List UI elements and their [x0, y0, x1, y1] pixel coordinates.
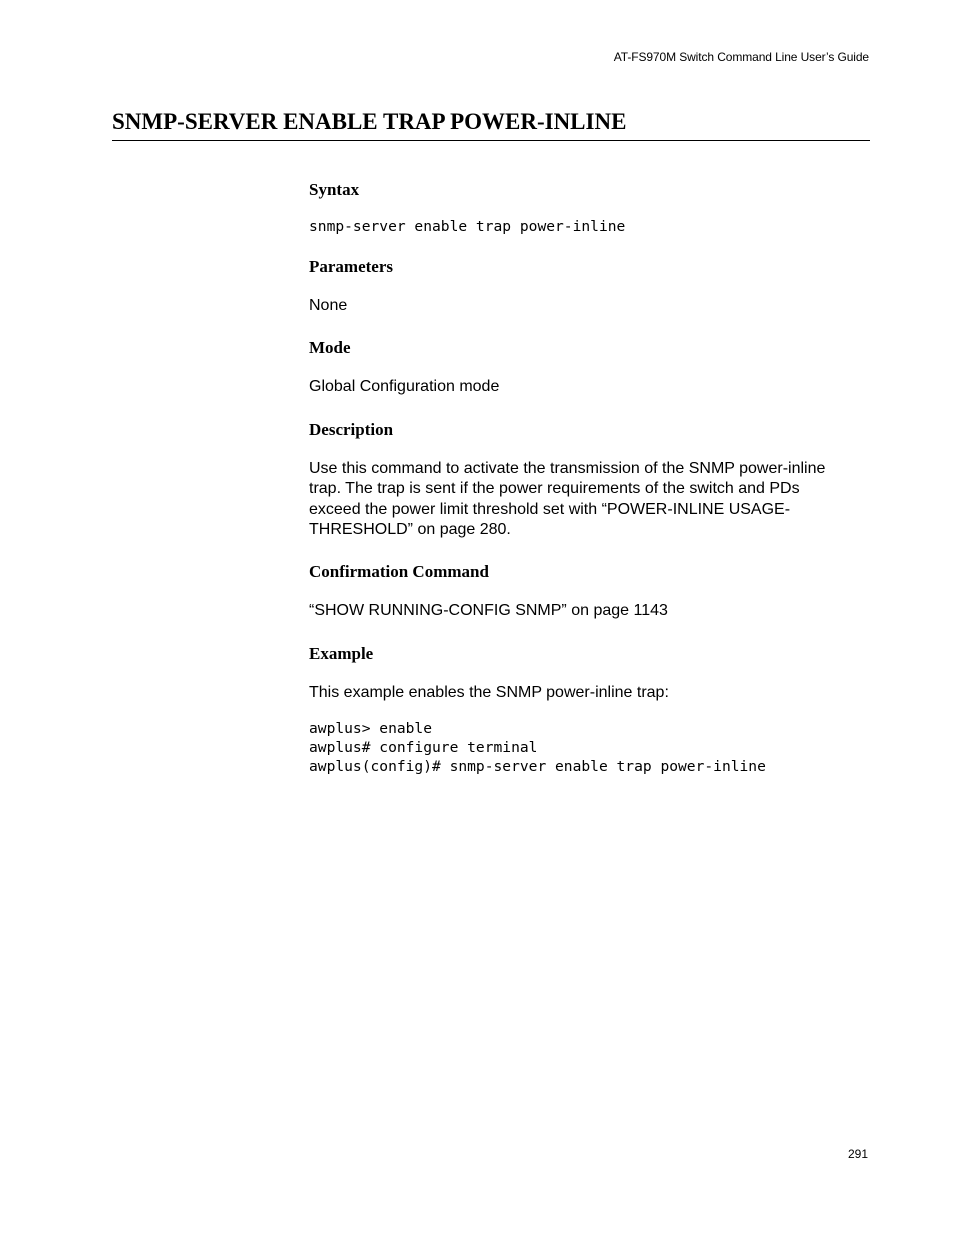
mode-text: Global Configuration mode	[309, 378, 500, 396]
description-line: Use this command to activate the transmission of the SNMP power-inline	[309, 459, 826, 477]
page-title: SNMP-SERVER ENABLE TRAP POWER-INLINE	[112, 108, 870, 141]
example-code-line: awplus# configure terminal	[309, 739, 538, 757]
description-line: exceed the power limit threshold set with “POWER-INLINE USAGE-	[309, 500, 791, 518]
running-header: AT-FS970M Switch Command Line User’s Guide	[613, 50, 869, 64]
example-heading: Example	[309, 643, 374, 663]
command-content	[309, 179, 869, 776]
parameters-heading: Parameters	[309, 257, 394, 276]
parameters-text: None	[309, 297, 348, 314]
example-code-line: awplus> enable	[309, 720, 433, 738]
confirmation-text: “SHOW RUNNING-CONFIG SNMP” on page 1143	[309, 602, 668, 620]
example-code-block	[309, 719, 869, 776]
example-code-line: awplus(config)# snmp-server enable trap power-inline	[309, 758, 766, 776]
description-paragraph	[309, 459, 869, 541]
mode-heading: Mode	[309, 338, 351, 358]
syntax-code: snmp-server enable trap power-inline	[309, 218, 626, 235]
example-text: This example enables the SNMP power-inline trap:	[309, 683, 669, 701]
confirmation-heading: Confirmation Command	[309, 562, 489, 582]
description-heading: Description	[309, 419, 394, 439]
page-number: 291	[847, 1147, 868, 1161]
description-line: trap. The trap is sent if the power requirements of the switch and PDs	[309, 480, 800, 498]
description-line: THRESHOLD” on page 280.	[309, 521, 511, 539]
syntax-heading: Syntax	[309, 180, 360, 199]
